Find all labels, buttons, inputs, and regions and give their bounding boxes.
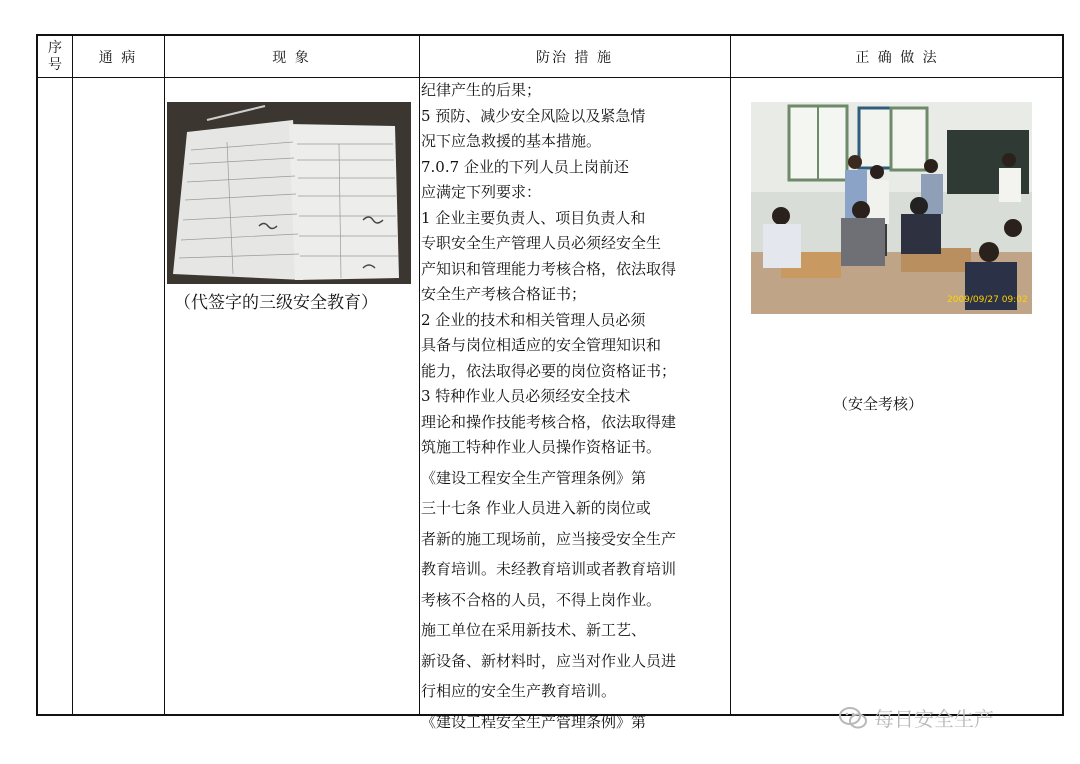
- phenomenon-photo: [167, 102, 411, 284]
- photo-timestamp: 2009/09/27 09:02: [947, 295, 1028, 305]
- col-divider: [419, 36, 420, 714]
- header-problem: 通 病: [98, 49, 138, 66]
- col-divider: [72, 36, 73, 714]
- header-correct: 正 确 做 法: [855, 49, 939, 66]
- col-divider: [730, 36, 731, 714]
- header-phenomenon: 现 象: [272, 49, 311, 66]
- header-seq: 序 号: [48, 39, 62, 73]
- wechat-icon: [838, 705, 868, 731]
- header-measures: 防治 措 施: [536, 49, 613, 66]
- col-divider: [164, 36, 165, 714]
- correct-photo: [751, 102, 1032, 314]
- watermark: [838, 703, 994, 732]
- watermark-text: 每日安全生产: [874, 707, 994, 731]
- measures-text: 纪律产生的后果； 5 预防、减少安全风险以及紧急情 况下应急救援的基本措施。 7.0.7 企业的下列人员上岗前还 应满定下列要求： 1 企业主要负责人、项目负责人和 专职安全生产管理人员必须经安全生 产知识和管理能力考核合格，依法取得 安全生产考核合格证书； 2 企业的技术和相关管理人员必须 具备与岗位相适应的安全管理知识和 能力，依法取得必要的岗位资格证书； 3 特种作业人员必须经安全技术 理论和操作技能考核合格，依法取得建 筑施工特种作业人员操作资格证书。 《建设工程安全生产管理条例》第 三十七条 作业人员进入新的岗位或 者新的施工现场前，应当接受安全生产 教育培训。未经教育培训或者教育培训 考核不合格的人员，不得上岗作业。 施工单位在采用新技术、新工艺、 新设备、新材料时，应当对作业人员进 行相应的安全生产教育培训。 《建设工程安全生产管理条例》第: [421, 81, 677, 731]
- correct-caption: （安全考核）: [833, 395, 924, 413]
- phenomenon-caption: （代签字的三级安全教育）: [174, 293, 378, 313]
